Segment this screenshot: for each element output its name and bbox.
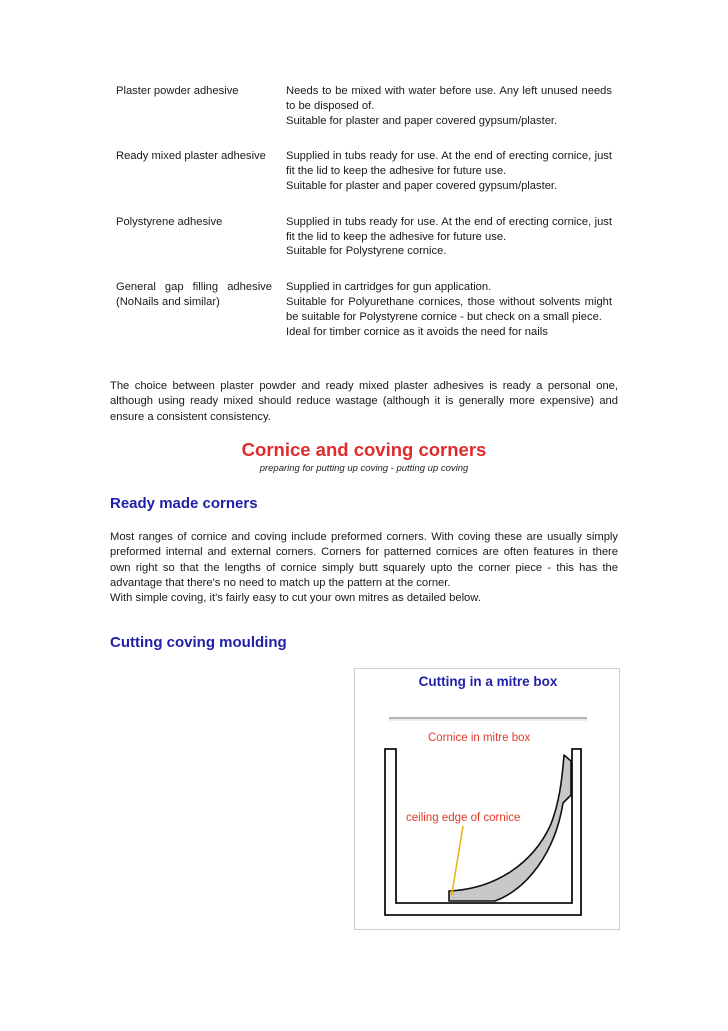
adhesive-description xyxy=(286,280,620,339)
cutting-heading: Cutting coving moulding xyxy=(110,634,287,651)
simple-coving-paragraph: With simple coving, it's fairly easy to cut your own mitres as detailed below. xyxy=(110,592,481,604)
adhesive-description xyxy=(286,215,620,280)
adhesive-description-line: Suitable for Polystyrene cornice. xyxy=(286,245,447,258)
adhesive-table xyxy=(110,84,620,339)
adhesive-description xyxy=(286,84,620,149)
figure-title: Cutting in a mitre box xyxy=(418,674,558,689)
label-cornice-in-mitre-box: Cornice in mitre box xyxy=(428,732,531,744)
adhesive-description-line: Suitable for Polyurethane cornices, those without solvents might be suitable for Polystyrene cornice - but check on a small piece. xyxy=(286,295,612,323)
adhesive-name: Plaster powder adhesive xyxy=(116,85,239,97)
adhesive-row xyxy=(110,280,620,339)
adhesive-name: General gap filling adhesive (NoNails and similar) xyxy=(116,281,272,308)
adhesive-description xyxy=(286,149,620,214)
mitre-box-diagram xyxy=(355,669,619,929)
adhesive-description-line: Supplied in tubs ready for use. At the end of erecting cornice, just fit the lid to keep the adhesive for future use. xyxy=(286,150,612,178)
adhesive-name: Ready mixed plaster adhesive xyxy=(116,150,266,163)
adhesive-description-line: Suitable for plaster and paper covered gypsum/plaster. xyxy=(286,179,558,192)
ceiling-edge-pointer xyxy=(452,826,463,893)
adhesive-description-line: Ideal for timber cornice as it avoids the need for nails xyxy=(286,325,548,338)
choice-paragraph: The choice between plaster powder and ready mixed plaster adhesives is ready a personal one, although using ready mixed should reduce wastage (although it is generally more expensive) and ensure a consistent consistency. xyxy=(110,380,618,423)
ready-made-heading: Ready made corners xyxy=(110,495,258,512)
adhesive-description-line: Supplied in cartridges for gun application. xyxy=(286,281,492,294)
adhesive-row xyxy=(110,149,620,214)
adhesive-row xyxy=(110,84,620,149)
adhesive-row xyxy=(110,215,620,280)
section-title: Cornice and coving corners xyxy=(241,439,487,460)
pointer-tip xyxy=(450,891,454,895)
cornice-section xyxy=(449,755,571,901)
ready-made-paragraph: Most ranges of cornice and coving include preformed corners. With coving these are usually simply preformed internal and external corners. Corners for patterned cornices are often features in there own right so that the lengths of cornice simply butt squarely upto the corner piece - this has the advantage that there's no need to match up the pattern at the corner. xyxy=(110,531,618,590)
adhesive-name: Polystyrene adhesive xyxy=(116,215,223,228)
adhesive-description-line: Supplied in tubs ready for use. At the end of erecting cornice, just fit the lid to keep the adhesive for future use. xyxy=(286,215,612,243)
section-links[interactable]: preparing for putting up coving - putting up coving xyxy=(259,463,469,474)
mitre-box-figure xyxy=(354,668,620,930)
label-ceiling-edge: ceiling edge of cornice xyxy=(406,812,521,824)
adhesive-description-line: Needs to be mixed with water before use. Any left unused needs to be disposed of. xyxy=(286,85,612,112)
adhesive-description-line: Suitable for plaster and paper covered gypsum/plaster. xyxy=(286,114,558,127)
